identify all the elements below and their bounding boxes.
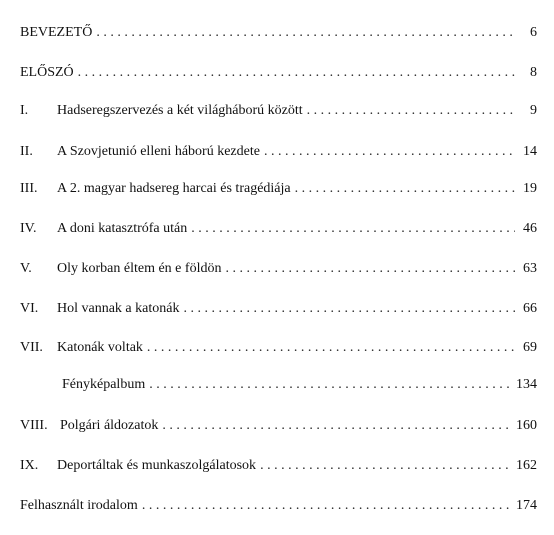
toc-entry-number: VII. [20, 340, 43, 355]
toc-entry-chapter-7 [20, 337, 537, 359]
toc-leader-dots [264, 141, 515, 163]
toc-entry-page: 19 [523, 181, 537, 196]
toc-entry-bevezeto [20, 22, 537, 44]
toc-leader-dots [78, 62, 515, 84]
toc-entry-number: VI. [20, 301, 39, 316]
toc-entry-bibliography [20, 495, 537, 517]
toc-entry-number: II. [20, 144, 33, 159]
toc-entry-eloszo [20, 62, 537, 84]
toc-entry-number: I. [20, 103, 29, 118]
toc-leader-dots [96, 22, 515, 44]
toc-leader-dots [295, 178, 515, 200]
toc-entry-chapter-1 [20, 100, 537, 122]
toc-leader-dots [162, 415, 512, 437]
toc-entry-page: 46 [523, 221, 537, 236]
toc-entry-page: 6 [530, 25, 537, 40]
toc-entry-page: 174 [516, 498, 537, 513]
toc-entry-page: 69 [523, 340, 537, 355]
toc-entry-chapter-9 [20, 455, 537, 477]
toc-entry-title: BEVEZETŐ [20, 25, 93, 40]
toc-entry-number: VIII. [20, 418, 48, 433]
toc-leader-dots [183, 298, 515, 320]
toc-entry-chapter-4 [20, 218, 537, 240]
toc-entry-page: 14 [523, 144, 537, 159]
toc-leader-dots [142, 495, 512, 517]
toc-entry-photo-album [20, 374, 537, 396]
toc-entry-title: ELŐSZÓ [20, 65, 74, 80]
toc-entry-page: 63 [523, 261, 537, 276]
toc-entry-number: V. [20, 261, 32, 276]
toc-entry-number: IX. [20, 458, 39, 473]
toc-entry-title: Felhasznált irodalom [20, 498, 138, 513]
toc-entry-title: A doni katasztrófa után [57, 221, 188, 236]
toc-entry-page: 66 [523, 301, 537, 316]
toc-leader-dots [191, 218, 515, 240]
toc-leader-dots [307, 100, 515, 122]
toc-entry-number: III. [20, 181, 38, 196]
toc-entry-page: 162 [516, 458, 537, 473]
toc-entry-page: 8 [530, 65, 537, 80]
toc-entry-chapter-6 [20, 298, 537, 320]
toc-leader-dots [260, 455, 512, 477]
toc-entry-page: 134 [516, 377, 537, 392]
toc-entry-title: Fényképalbum [62, 377, 146, 392]
toc-entry-title: A 2. magyar hadsereg harcai és tragédiája [57, 181, 291, 196]
toc-entry-chapter-3 [20, 178, 537, 200]
toc-entry-number: IV. [20, 221, 37, 236]
toc-entry-title: Hadseregszervezés a két világháború között [57, 103, 303, 118]
toc-entry-title: Deportáltak és munkaszolgálatosok [57, 458, 257, 473]
toc-entry-title: Katonák voltak [57, 340, 143, 355]
toc-entry-page: 160 [516, 418, 537, 433]
toc-entry-title: Polgári áldozatok [60, 418, 159, 433]
toc-entry-chapter-8 [20, 415, 537, 437]
toc-leader-dots [149, 374, 512, 396]
toc-leader-dots [147, 337, 515, 359]
toc-entry-title: Hol vannak a katonák [57, 301, 180, 316]
toc-entry-page: 9 [530, 103, 537, 118]
toc-entry-title: Oly korban éltem én e földön [57, 261, 222, 276]
toc-entry-chapter-2 [20, 141, 537, 163]
toc-entry-chapter-5 [20, 258, 537, 280]
toc-leader-dots [225, 258, 515, 280]
toc-entry-title: A Szovjetunió elleni háború kezdete [57, 144, 260, 159]
